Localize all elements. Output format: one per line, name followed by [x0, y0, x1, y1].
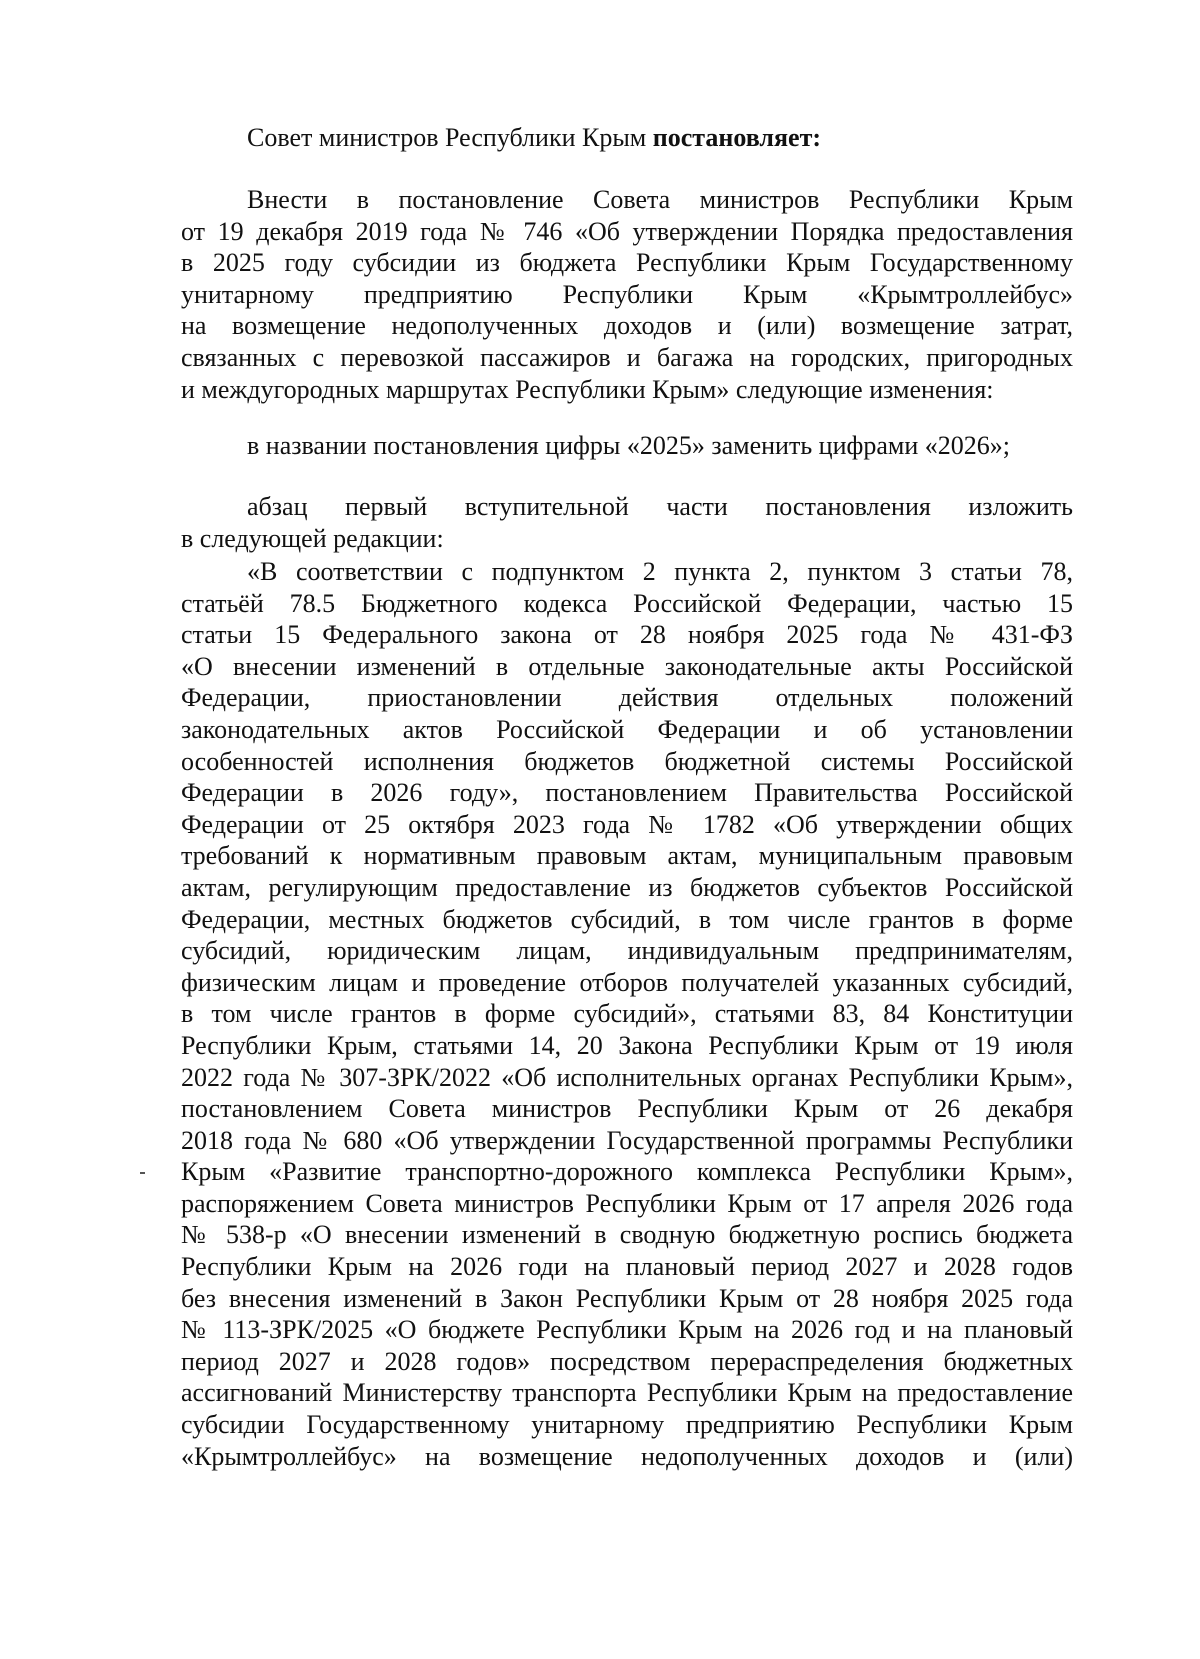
- quote-line: физическим лицам и проведение отборов получателей указанных субсидий,: [181, 967, 1073, 997]
- preamble-bold: постановляет:: [652, 123, 822, 152]
- preamble-text: Совет министров Республики Крым: [247, 123, 653, 152]
- paragraph-3: [181, 491, 1073, 554]
- quote-line: законодательных актов Российской Федерации и об установлении: [181, 714, 1073, 744]
- quote-line: Федерации в 2026 году», постановлением Правительства Российской: [181, 778, 1073, 808]
- quote-line: особенностей исполнения бюджетов бюджетной системы Российской: [181, 746, 1073, 776]
- quote-line: распоряжением Совета министров Республики Крым от 17 апреля 2026 года: [181, 1188, 1073, 1218]
- paragraph-1: [181, 184, 1073, 405]
- quote-line: Республики Крым на 2026 годи на плановый период 2027 и 2028 годов: [181, 1252, 1073, 1282]
- quote-line: ассигнований Министерству транспорта Республики Крым на предоставление: [181, 1378, 1073, 1408]
- quote-line: период 2027 и 2028 годов» посредством перераспределения бюджетных: [181, 1346, 1073, 1376]
- quote-line: 2022 года № 307-ЗРК/2022 «Об исполнительных органах Республики Крым»,: [181, 1062, 1073, 1092]
- quote-line: субсидий, юридическим лицам, индивидуальным предпринимателям,: [181, 936, 1073, 966]
- quote-line: статьи 15 Федерального закона от 28 ноября 2025 года № 431-ФЗ: [181, 620, 1073, 650]
- quote-line: Федерации, приостановлении действия отдельных положений: [181, 683, 1073, 713]
- paragraph-line: Внести в постановление Совета министров Республики Крым: [247, 185, 1073, 214]
- quote-line: «Крымтроллейбус» на возмещение недополученных доходов и (или): [181, 1441, 1073, 1471]
- paragraph-line: абзац первый вступительной части постановления изложить: [247, 492, 1073, 521]
- paragraph-line: унитарному предприятию Республики Крым «Крымтроллейбус»: [181, 279, 1073, 309]
- quote-line: Республики Крым, статьями 14, 20 Закона Республики Крым от 19 июля: [181, 1030, 1073, 1060]
- quote-line: «О внесении изменений в отдельные законодательные акты Российской: [181, 651, 1073, 681]
- quote-line: Крым «Развитие транспортно-дорожного комплекса Республики Крым»,: [181, 1157, 1073, 1187]
- paragraph-line: на возмещение недополученных доходов и (или) возмещение затрат,: [181, 311, 1073, 341]
- paragraph-line: в названии постановления цифры «2025» заменить цифрами «2026»;: [247, 431, 1010, 460]
- paragraph-2: [181, 430, 1073, 462]
- quote-line: актам, регулирующим предоставление из бюджетов субъектов Российской: [181, 872, 1073, 902]
- quote-line: без внесения изменений в Закон Республики Крым от 28 ноября 2025 года: [181, 1283, 1073, 1313]
- quote-line: Федерации, местных бюджетов субсидий, в том числе грантов в форме: [181, 904, 1073, 934]
- quote-line: требований к нормативным правовым актам, муниципальным правовым: [181, 841, 1073, 871]
- quote-line: в том числе грантов в форме субсидий», статьями 83, 84 Конституции: [181, 999, 1073, 1029]
- paragraph-line: связанных с перевозкой пассажиров и багажа на городских, пригородных: [181, 342, 1073, 372]
- paragraph-line: и междугородных маршрутах Республики Крым» следующие изменения:: [181, 374, 994, 404]
- quote-line: 2018 года № 680 «Об утверждении Государственной программы Республики: [181, 1125, 1073, 1155]
- quote-line: «В соответствии с подпунктом 2 пункта 2, пунктом 3 статьи 78,: [247, 557, 1073, 586]
- paragraph-line: в следующей редакции:: [181, 523, 444, 553]
- paragraph-line: в 2025 году субсидии из бюджета Республики Крым Государственному: [181, 248, 1073, 278]
- quote-line: № 113-ЗРК/2025 «О бюджете Республики Крым на 2026 год и на плановый: [181, 1315, 1073, 1345]
- quote-line: Федерации от 25 октября 2023 года № 1782 «Об утверждении общих: [181, 809, 1073, 839]
- scan-mark: [140, 1172, 145, 1174]
- preamble-line: [181, 122, 1073, 154]
- quote-line: № 538-р «О внесении изменений в сводную бюджетную роспись бюджета: [181, 1220, 1073, 1250]
- quote-line: субсидии Государственному унитарному предприятию Республики Крым: [181, 1410, 1073, 1440]
- quote-line: статьёй 78.5 Бюджетного кодекса Российской Федерации, частью 15: [181, 588, 1073, 618]
- quoted-text: [181, 556, 1073, 1472]
- preamble: [181, 122, 1073, 154]
- quote-line: постановлением Совета министров Республики Крым от 26 декабря: [181, 1094, 1073, 1124]
- paragraph-line: от 19 декабря 2019 года № 746 «Об утверждении Порядка предоставления: [181, 216, 1073, 246]
